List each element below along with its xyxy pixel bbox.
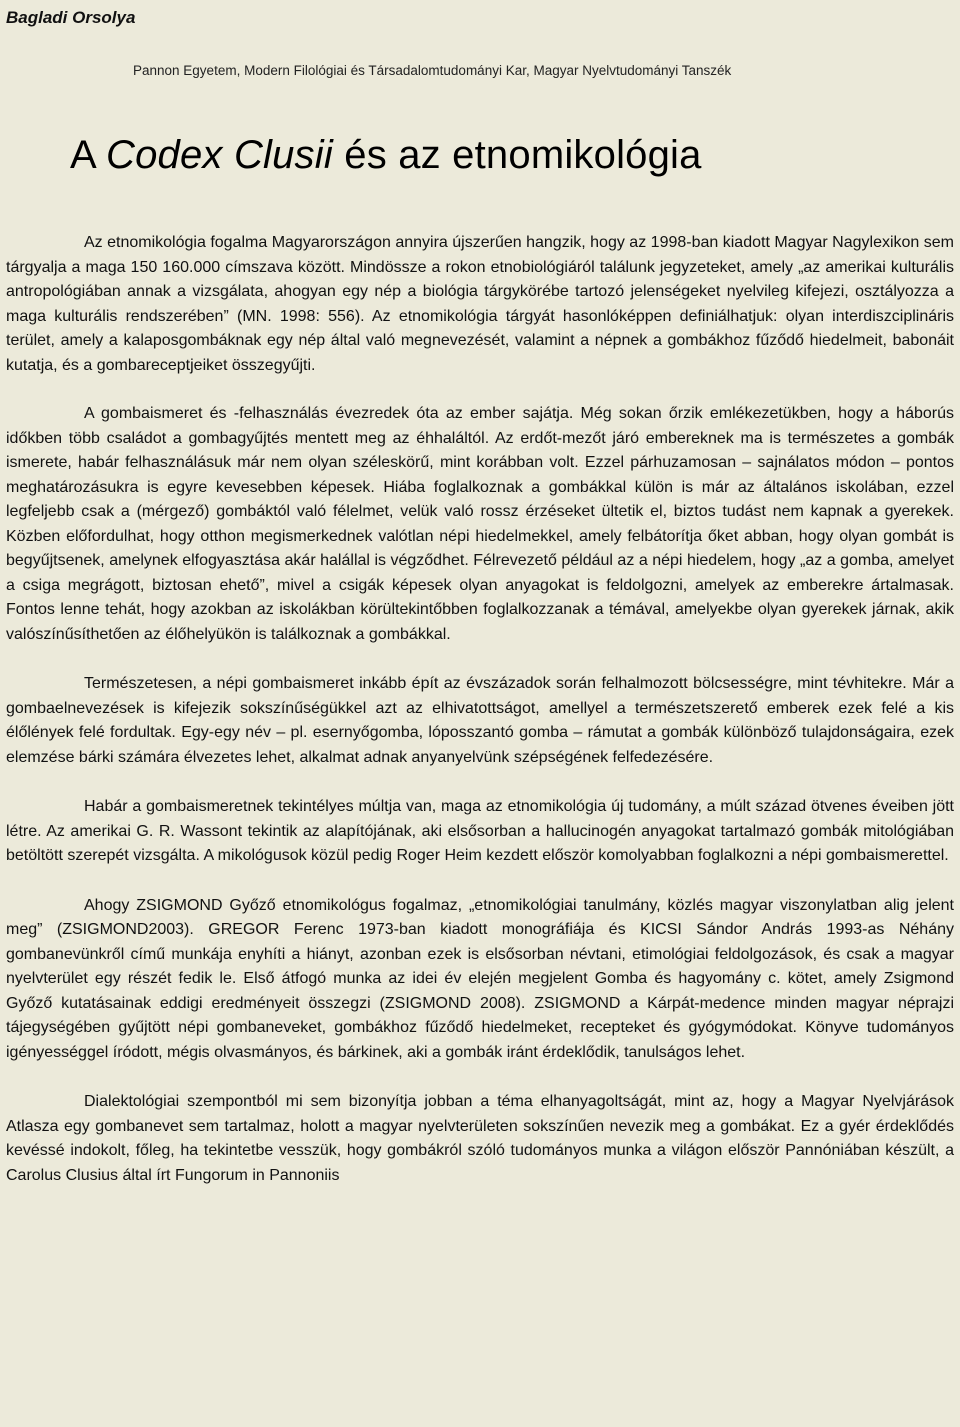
title-part-1: A: [70, 133, 106, 177]
affiliation: Pannon Egyetem, Modern Filológiai és Társadalomtudományi Kar, Magyar Nyelvtudományi Tanszék: [133, 63, 732, 78]
article-title: [70, 133, 702, 178]
paragraph-3: Természetesen, a népi gombaismeret inkább épít az évszázadok során felhalmozott bölcsességre, mint tévhitekre. Már a gombaelnevezések is kifejezik sokszínűségükkel azt az elhivatottságot, amellyel a természetszerető emberek ezek felé a kis élőlények felé fordultak. Egy-egy név – pl. esernyőgomba, lóposszantó gomba – rámutat a gombák különböző tulajdonságaira, ezek elemzése bárki számára élvezetes lehet, alkalmat adnak anyanyelvünk szépségének felfedezésére.: [6, 675, 954, 766]
title-part-2: és az etnomikológia: [332, 133, 702, 177]
title-italic: Codex Clusii: [106, 133, 333, 177]
author-name: Bagladi Orsolya: [6, 8, 136, 27]
paragraph-5: Ahogy ZSIGMOND Győző etnomikológus fogalmaz, „etnomikológiai tanulmány, közlés magyar viszonylatban alig jelent meg” (ZSIGMOND2003). GREGOR Ferenc 1973-ban kiadott monográfiája és KICSI Sándor András 1993-as Néhány gombanevünkről című munkája enyhíti a hiányt, azonban ezek is elsősorban névtani, etimológiai feldolgozások, és csak a magyar nyelvterület egy részét fedik le. Első átfogó munka az idei év elején megjelent Gomba és hagyomány c. kötet, amely Zsigmond Győző kutatásainak eddigi eredményeit összegzi (ZSIGMOND 2008). ZSIGMOND a Kárpát-medence minden magyar néprajzi tájegységében gyűjtött népi gombaneveket, gombákhoz fűződő hiedelmeket, recepteket és gyógymódokat. Könyve tudományos igényességgel íródott, mégis olvasmányos, és bárkinek, aki a gombák iránt érdeklődik, tanulságos lehet.: [6, 896, 954, 1061]
paragraph-1: Az etnomikológia fogalma Magyarországon annyira újszerűen hangzik, hogy az 1998-ban kiadott Magyar Nagylexikon sem tárgyalja a maga 150 160.000 címszava között. Mindössze a rokon etnobiológiáról találunk jegyzeteket, amely „az amerikai kulturális antropológiában annak a vizsgálata, ahogyan egy nép a biológia tárgykörébe tartozó jelenségeket nyelvileg kifejezi, osztályozza a maga kulturális rendszerében” (MN. 1998: 556). Az etnomikológia tárgyát hasonlóképpen definiálhatjuk: olyan interdiszciplináris terület, amely a kalaposgombáknak egy nép által való megnevezését, valamint a népnek a gombákhoz fűződő hiedelmeit, babonáit kutatja, és a gombareceptjeiket összegyűjti.: [6, 234, 954, 374]
article-body: [6, 231, 954, 1188]
paragraph-2: A gombaismeret és -felhasználás évezredek óta az ember sajátja. Még sokan őrzik emlékezetükben, hogy a háborús időkben több családot a gombagyűjtés mentett meg az éhhaláltól. Az erdőt-mezőt járó embereknek ma is természetes a gombák ismerete, habár felhasználásuk már nem olyan széleskörű, mint korábban volt. Ezzel párhuzamosan – sajnálatos módon – pontos meghatározásukra is egyre kevesebben képesek. Hiába foglalkoznak a gombákkal külön is már az általános iskolában, ezzel legfeljebb csak a (mérgező) gombáktól való félelmet, velük való rossz érzéseket ültetik el, biztos tudást nem kapnak a gyerekek. Közben előfordulhat, hogy otthon megismerkednek valótlan népi hiedelmekkel, amely felbátorítja őket abban, hogy olyan gombát is begyűjtsenek, amelynek elfogyasztása akár halállal is végződhet. Félrevezető például az a népi hiedelem, hogy „az a gomba, amelyet a csiga megrágott, biztosan ehető”, mivel a csigák képesek olyan anyagokat is feldolgozni, amelyek az emberekre ártalmasak. Fontos lenne tehát, hogy azokban az iskolákban körültekintőbben foglalkozzanak a témával, amelyekbe olyan gyerekek járnak, akik valószínűsíthetően az élőhelyükön is találkoznak a gombákkal.: [6, 405, 954, 643]
paragraph-6: Dialektológiai szempontból mi sem bizonyítja jobban a téma elhanyagoltságát, mint az, hogy a Magyar Nyelvjárások Atlasza egy gombanevet sem tartalmaz, holott a magyar nyelvterületen sokszínűen nevezik meg a gombákat. Ez a gyér érdeklődés kevéssé indokolt, főleg, ha tekintetbe vesszük, hogy gombákról szóló tudományos munka a világon először Pannóniában készült, a Carolus Clusius által írt Fungorum in Pannoniis: [6, 1093, 954, 1184]
paragraph-4: Habár a gombaismeretnek tekintélyes múltja van, maga az etnomikológia új tudomány, a múlt század ötvenes éveiben jött létre. Az amerikai G. R. Wassont tekintik az alapítójának, aki elsősorban a hallucinogén anyagokat tartalmazó gombák mitológiában betöltött szerepét vizsgálta. A mikológusok közül pedig Roger Heim kezdett először komolyabban foglalkozni a népi gombaismerettel.: [6, 798, 954, 864]
